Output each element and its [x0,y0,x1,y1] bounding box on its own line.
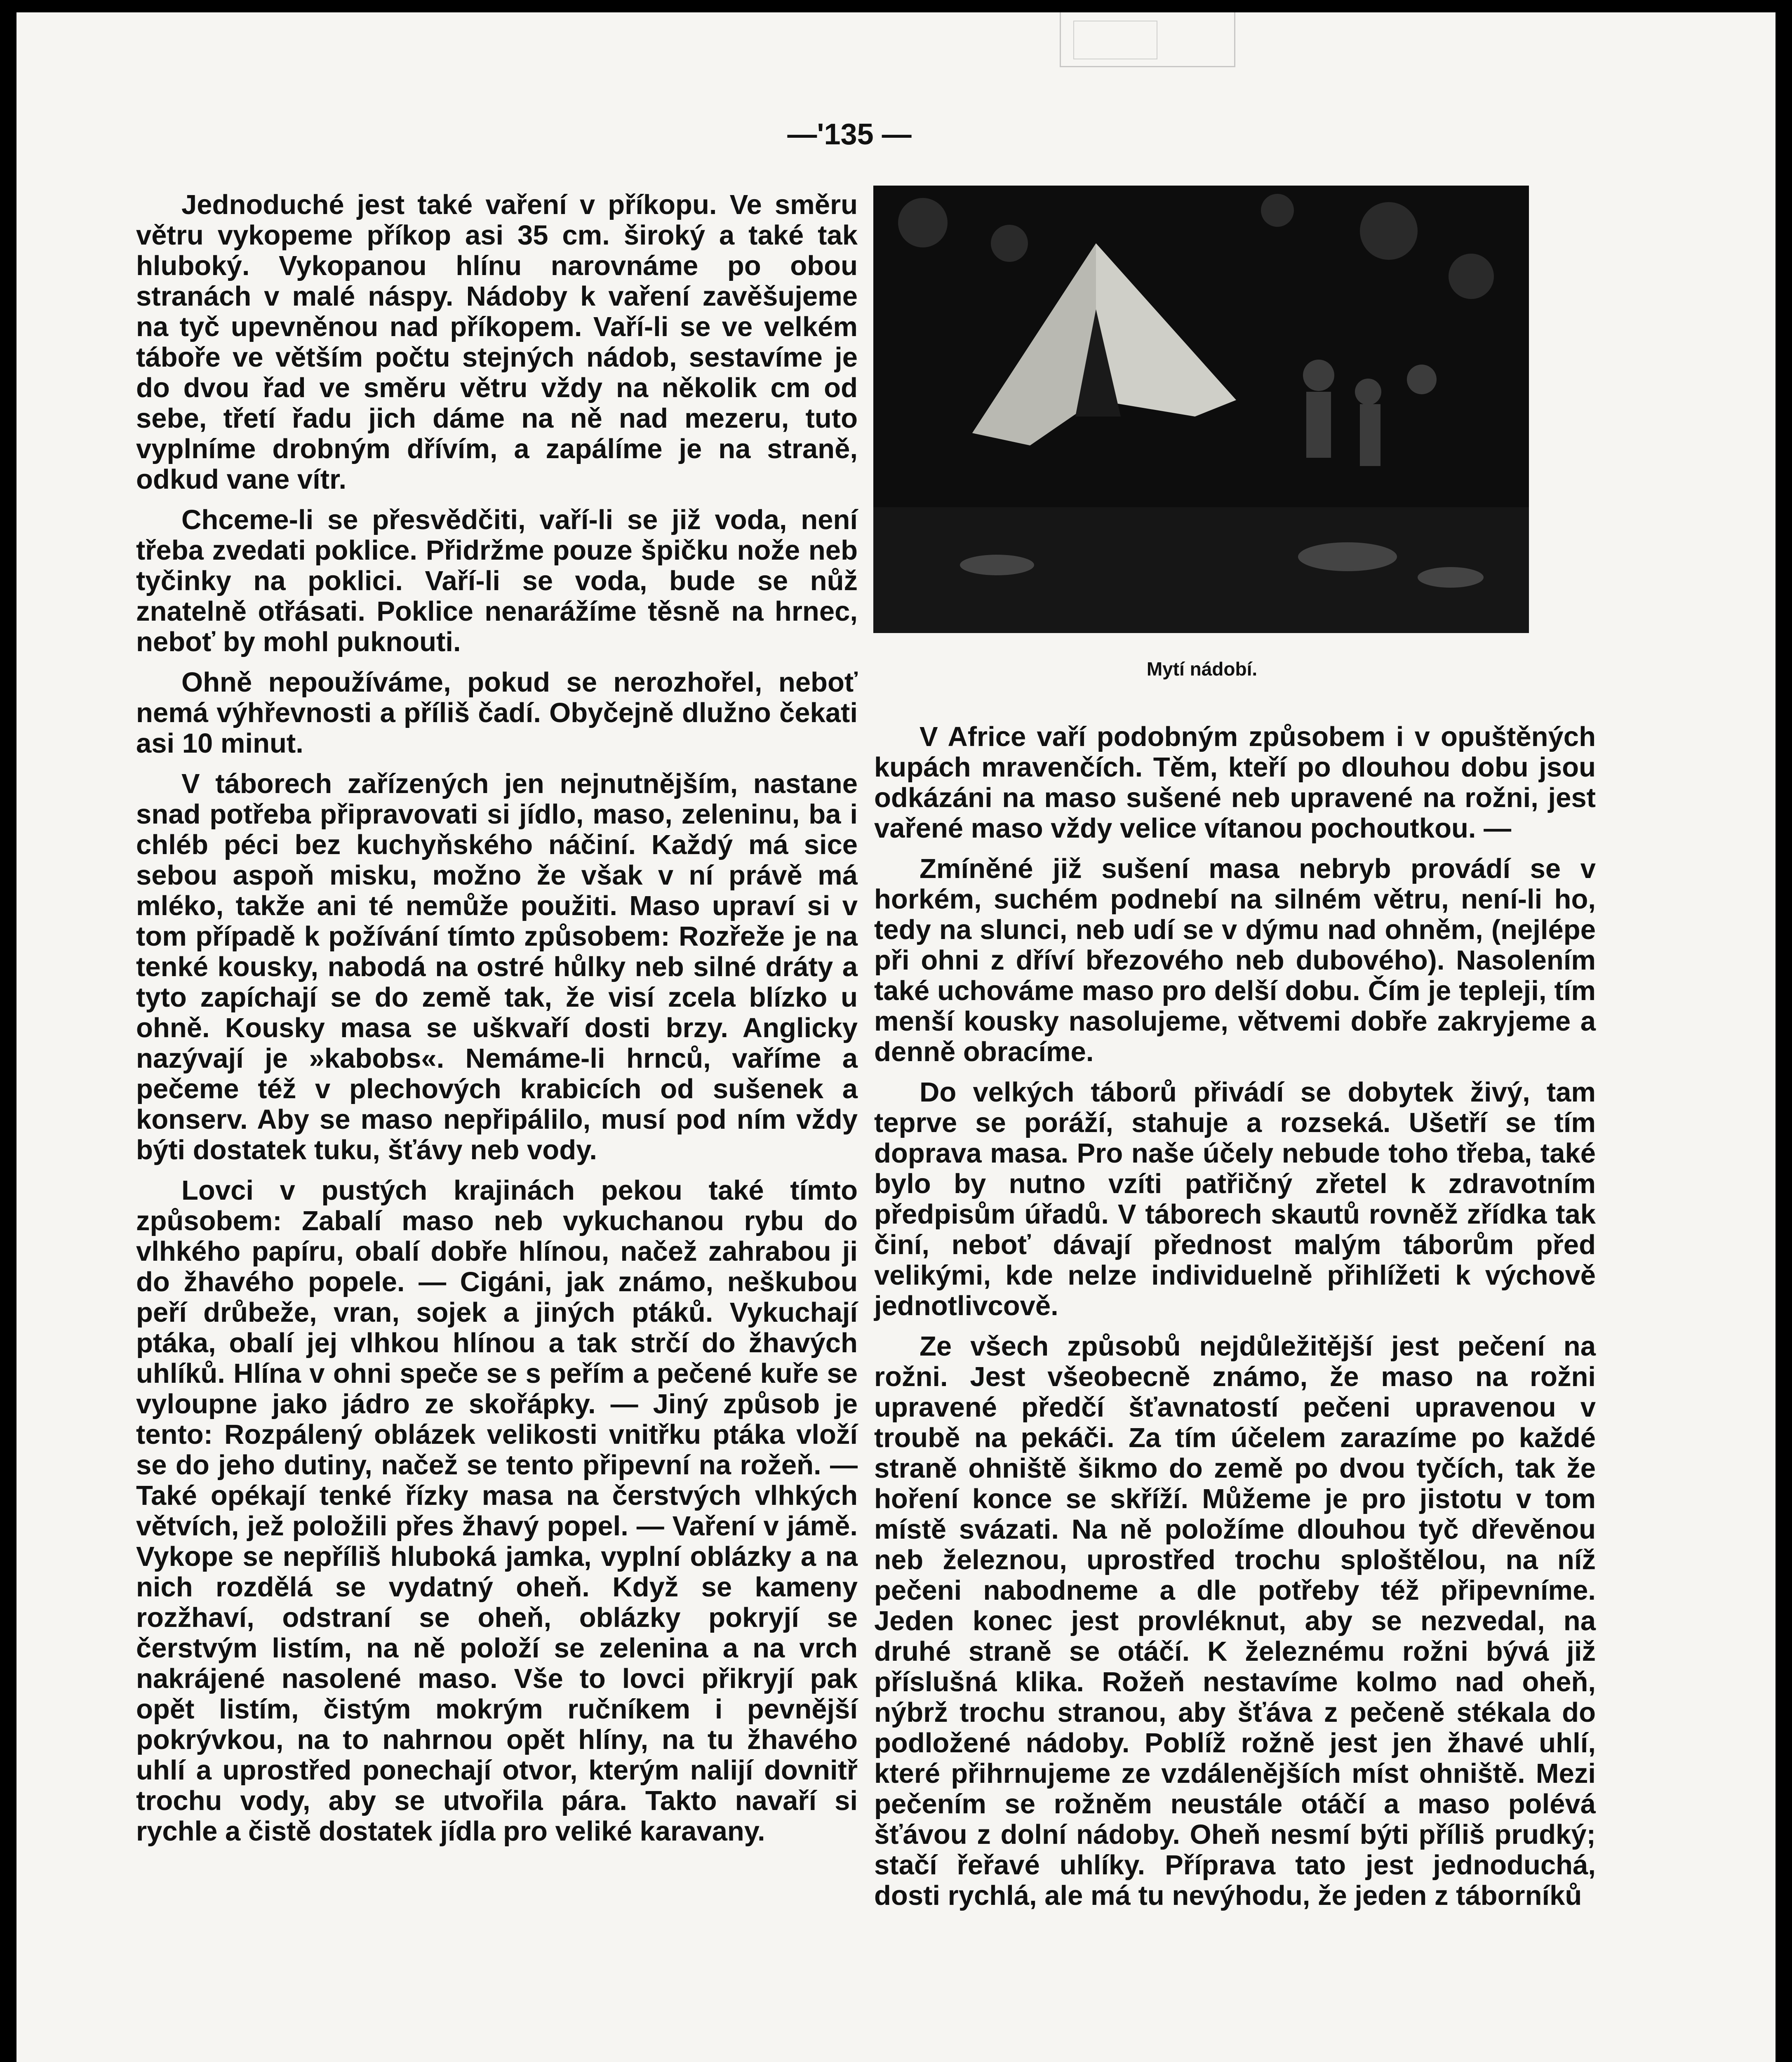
left-paragraph-2: Chceme-li se přesvědčiti, vaří-li se již voda, není třeba zvedati poklice. Přidržme pouze špičku nože neb tyčinky na poklici. Vaří-li se voda, bude se nůž znatelně otřásati. Poklice nenarážíme těsně na hrnec, neboť by mohl puknouti. [136,504,858,657]
page-number: —'135 — [787,118,912,151]
page [16,12,1776,2062]
tent-photo [873,186,1529,633]
left-column [136,190,858,1857]
right-paragraph-2: Zmíněné již sušení masa nebryb provádí se v horkém, suchém podnebí na silném větru, není-li ho, tedy na slunci, neb udí se v dýmu nad ohněm, (nejlépe při ohni z dříví březového neb dubového). Nasolením také uchováme maso pro delší dobu. Čím je tepleji, tím menší kousky nasolujeme, větvemi dobře zakryjeme a denně obracíme. [874,853,1596,1067]
left-paragraph-1: Jednoduché jest také vaření v příkopu. Ve směru větru vykopeme příkop asi 35 cm. široký a také tak hluboký. Vykopanou hlínu narovnáme po obou stranách v malé náspy. Nádoby k vaření zavěšujeme na tyč upevněnou nad příkopem. Vaří-li se ve velkém táboře ve větším počtu stejných nádob, sestavíme je do dvou řad ve směru větru vždy na několik cm od sebe, třetí řadu jich dáme na ně nad mezeru, tuto vyplníme drobným dřívím, a zapálíme je na straně, odkud vane vítr. [136,189,858,495]
left-paragraph-5: Lovci v pustých krajinách pekou také tímto způsobem: Zabalí maso neb vykuchanou rybu do vlhkého papíru, obalí dobře hlínou, načež zahrabou ji do žhavého popele. — Cigáni, jak známo, neškubou peří drůbeže, vran, sojek a jiných ptáků. Vykuchají ptáka, obalí jej vlhkou hlínou a tak strčí do žhavých uhlíků. Hlína v ohni speče se s peřím a pečené kuře se vyloupne jako jádro ze skořápky. — Jiný způsob je tento: Rozpálený oblázek velikosti vnitřku ptáka vloží se do jeho dutiny, načež se tento připevní na rožeň. — Také opékají tenké řízky masa na čerstvých vlhkých větvích, jež položili přes žhavý popel. — Vaření v jámě. Vykope se nepříliš hluboká jamka, vyplní oblázky a na nich rozdělá se vydatný oheň. Když se kameny rozžhaví, odstraní se oheň, oblázky pokryjí se čerstvým listím, na ně položí se zelenina a na vrch nakrájené nasolené maso. Vše to lovci přikryjí pak opět listím, čistým mokrým ručníkem i pevnější pokrývkou, na to nahrnou opět hlíny, na tu žhavého uhlí a uprostřed ponechají otvor, kterým nalijí dovnitř trochu vody, aby se utvořila pára. Takto navaří si rychle a čistě dostatek jídla pro veliké karavany. [136,1175,858,1847]
right-paragraph-1: V Africe vaří podobným způsobem i v opuštěných kupách mravenčích. Těm, kteří po dlouhou dobu jsou odkázáni na maso sušené neb upravené na rožni, jest vařené maso vždy velice vítanou pochoutkou. — [874,721,1596,844]
right-paragraph-3: Do velkých táborů přivádí se dobytek živý, tam teprve se poráží, stahuje a rozseká. Ušetří se tím doprava masa. Pro naše účely nebude toho třeba, také bylo by nutno vzíti patřičný zřetel k zdravotním předpisům úřadů. V táborech skautů rovněž zřídka tak činí, neboť dávají přednost malým táborům před velikými, kde nelze individuelně přihlížeti k výchově jednotlivcově. [874,1077,1596,1321]
left-paragraph-4: V táborech zařízených jen nejnutnějším, nastane snad potřeba připravovati si jídlo, maso, zeleninu, ba i chléb péci bez kuchyňského náčiní. Každý má sice sebou aspoň misku, možno že však v ní právě má mléko, takže ani té nemůže použiti. Maso upraví si v tom případě k požívání tímto způsobem: Rozřeže je na tenké kousky, nabodá na ostré hůlky neb silné dráty a tyto zapíchají se do země tak, že visí zcela blízko u ohně. Kousky masa se uškvaří dosti brzy. Anglicky nazývají je »kabobs«. Nemáme-li hrnců, vaříme a pečeme též v plechových krabicích od sušenek a konserv. Aby se maso nepřipálilo, musí pod ním vždy býti dostatek tuku, šťávy neb vody. [136,768,858,1165]
right-paragraph-4: Ze všech způsobů nejdůležitější jest pečení na rožni. Jest všeobecně známo, že maso na rožni upravené předčí šťavnatostí pečeni upravenou v troubě na pekáči. Za tím účelem zarazíme po každé straně ohniště šikmo do země po dvou tyčích, tak že hoření konce se skříží. Můžeme je pro jistotu v tom místě svázati. Na ně položíme dlouhou tyč dřevěnou neb železnou, uprostřed trochu sploštělou, na níž pečeni nabodneme a dle potřeby též připevníme. Jeden konec jest provléknut, aby se nezvedal, na druhé straně se otáčí. K železnému rožni bývá již příslušná klika. Rožeň nestavíme kolmo nad oheň, nýbrž trochu stranou, aby šťáva z pečeně stékala do podložené nádoby. Poblíž rožně jest jen žhavé uhlí, které přihrnujeme ze vzdálenějších míst ohniště. Mezi pečením se rožněm neustále otáčí a maso polévá šťávou z dolní nádoby. Oheň nesmí býti příliš prudký; stačí řeřavé uhlíky. Příprava tato jest jednoduchá, dosti rychlá, ale má tu nevýhodu, že jeden z táborníků [874,1331,1596,1911]
right-column [874,722,1596,1921]
photo-caption: Mytí nádobí. [1146,658,1258,680]
tent-photo-image [873,186,1529,633]
archive-stamp [1060,12,1235,67]
left-paragraph-3: Ohně nepoužíváme, pokud se nerozhořel, neboť nemá výhřevnosti a příliš čadí. Obyčejně dlužno čekati asi 10 minut. [136,667,858,759]
stamp-grid [1073,21,1157,59]
